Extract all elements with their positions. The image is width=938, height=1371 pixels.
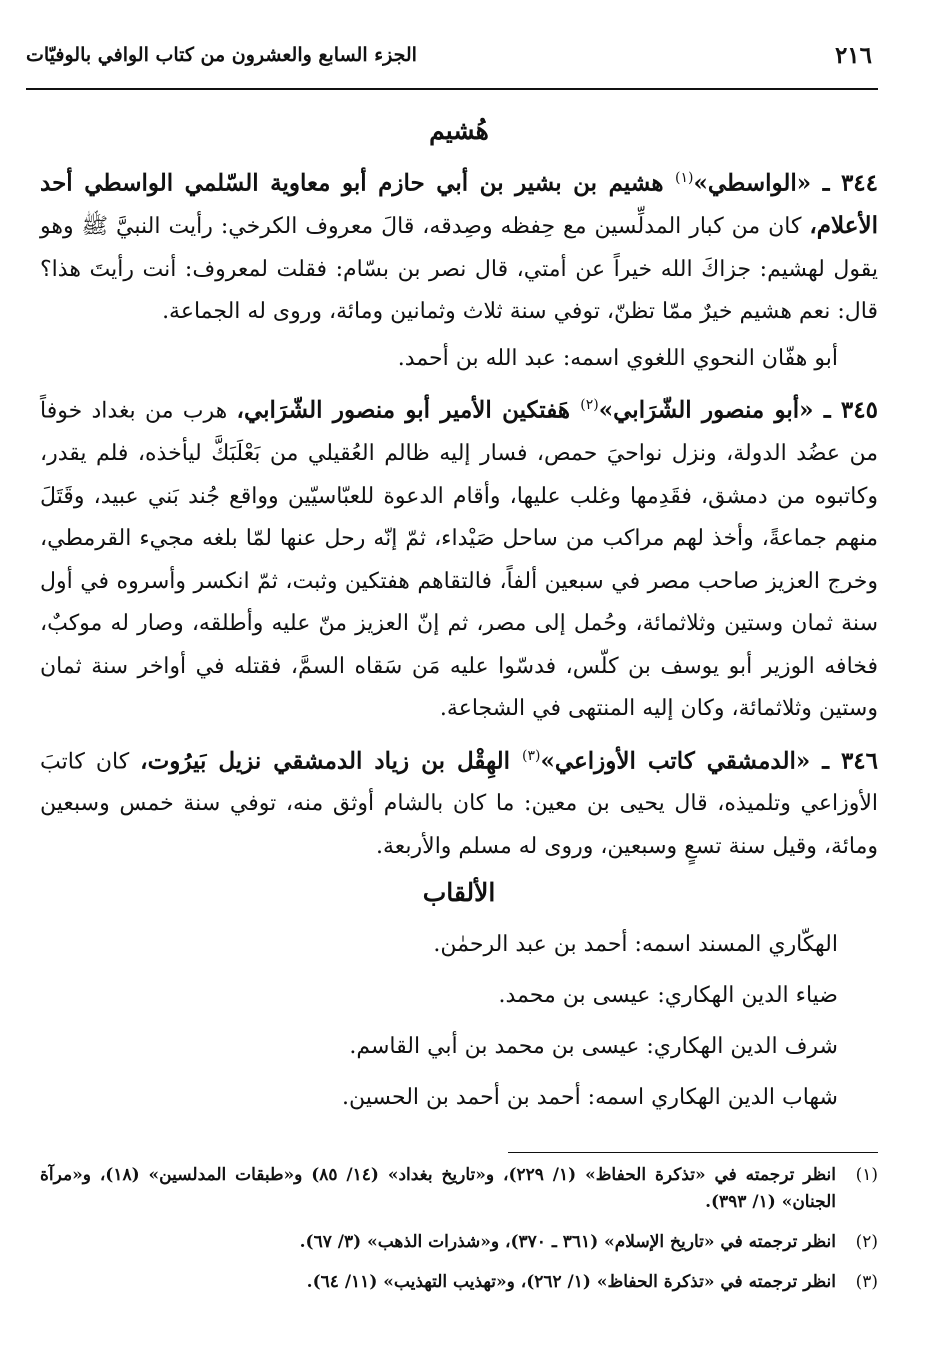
alias-item: شهاب الدين الهكاري اسمه: أحمد بن أحمد بن الحسين. xyxy=(341,1084,838,1110)
entry-number-title: ٣٤٥ ـ «أبو منصور الشّرَابي» xyxy=(598,396,878,424)
entry-text: كان من كبار المدلِّسين مع حِفظه وصِدقه، قالَ معروف الكرخي: رأيت النبيَّ ﷺ وهو يقول لهشيم: جزاكَ الله خيراً عن أمتي، قال نصر بن بسّام: فقلت لمعروف: أنت رأيتَ هذا؟ قال: نعم هشيم خيرٌ ممّا تظنّ، توفي سنة ثلاث وثمانين ومائة، وروى له الجماعة. xyxy=(40,214,878,325)
entry-name: هَفتكين الأمير أبو منصور الشّرَابي، xyxy=(236,396,581,424)
footnote-3 xyxy=(40,1269,878,1296)
entry-346 xyxy=(40,735,878,869)
footnote-mark: (٣) xyxy=(522,747,541,764)
alias-item: شرف الدين الهكاري: عيسى بن محمد بن أبي القاسم. xyxy=(349,1033,838,1059)
alias-line: أبو هفّان النحوي اللغوي اسمه: عبد الله بن أحمد. xyxy=(397,345,838,371)
alias-item: ضياء الدين الهكاري: عيسى بن محمد. xyxy=(498,982,838,1008)
page-header xyxy=(26,40,878,90)
entry-text: كان كاتبَ الأوزاعي وتلميذه، قال يحيى بن معين: ما كان بالشام أوثق منه، توفي سنة خمس وسبعين ومائة، وقيل سنة تسعٍ وسبعين، وروى له مسلم والأربعة. xyxy=(40,748,878,859)
footnote-text: انظر ترجمته في «تذكرة الحفاظ» (١/ ٢٦٢)، و«تهذيب التهذيب» (١١/ ٦٤). xyxy=(306,1272,836,1292)
entry-number-title: ٣٤٤ ـ «الواسطي» xyxy=(693,168,878,196)
entry-name: هشيم بن بشير بن أبي حازم أبو معاوية السّلمي الواسطي أحد الأعلام، xyxy=(40,168,878,240)
section-title-alqab: الألقاب xyxy=(422,878,496,908)
entry-number-title: ٣٤٦ ـ «الدمشقي كاتب الأوزاعي» xyxy=(540,746,878,774)
entry-name: الهِقْل بن زياد الدمشقي نزيل بَيرُوت، xyxy=(140,746,522,774)
alias-list xyxy=(40,919,878,1123)
page-number: ٢١٦ xyxy=(834,42,872,69)
entry-text: هرب من بغداد خوفاً من عضُد الدولة، ونزل نواحيَ حمص، فسار إليه ظالم العُقيلي من بَعْلَبَكَّ ليأخذه، فلم يقدر، وكاتبوه من دمشق، فقَدِمها وغلب عليها، وأقام الدعوة للعبّاسيّين وواقع جُند بَني عبيد، وقَتَلَ منهم جماعةً، وأخذ لهم مراكب من ساحل صَيْداء، ثمّ إنّه رحل عنها لمّا بلغه مجيء القرمطي، وخرج العزيز صاحب مصر في سبعين ألفاً، فالتقاهم هفتكين وثبت، ثمّ انكسر وأسروه في أول سنة ثمان وستين وثلاثمائة، وحُمل إلى مصر، ثم إنّ العزيز منّ عليه وأطلقه، وصار له موكبٌ، فخافه الوزير أبو يوسف بن كلّس، فدسّوا عليه مَن سَقاه السمَّ، فقتله في أواخر سنة ثمان وستين وثلاثمائة، وكان إليه المنتهى في الشجاعة. xyxy=(40,398,879,722)
footnote-mark: (٢) xyxy=(580,397,599,414)
alias-item: الهكّاري المسند اسمه: أحمد بن عبد الرحمٰن. xyxy=(433,931,838,957)
running-title: الجزء السابع والعشرون من كتاب الوافي بالوفيّات xyxy=(26,44,417,66)
footnote-text: انظر ترجمته في «تاريخ الإسلام» (٣٦١ ـ ٣٧٠)، و«شذرات الذهب» (٣/ ٦٧). xyxy=(299,1232,836,1252)
footnote-divider xyxy=(508,1152,878,1153)
footnote-number: (١) xyxy=(855,1165,878,1185)
footnote-number: (٢) xyxy=(855,1232,878,1252)
footnote-text: انظر ترجمته في «تذكرة الحفاظ» (١/ ٢٢٩)، و«تاريخ بغداد» (١٤/ ٨٥) و«طبقات المدلسين» (١٨)، و«مرآة الجنان» (١/ ٣٩٣). xyxy=(40,1165,836,1212)
entry-345 xyxy=(40,384,878,730)
footnote-1 xyxy=(40,1162,878,1216)
footnote-number: (٣) xyxy=(855,1272,878,1292)
footnote-2 xyxy=(40,1229,878,1256)
section-title: هُشيم xyxy=(429,116,489,145)
entry-344 xyxy=(40,157,878,334)
footnote-mark: (١) xyxy=(674,169,694,186)
footnotes xyxy=(40,1162,878,1309)
main-text xyxy=(40,106,878,1123)
